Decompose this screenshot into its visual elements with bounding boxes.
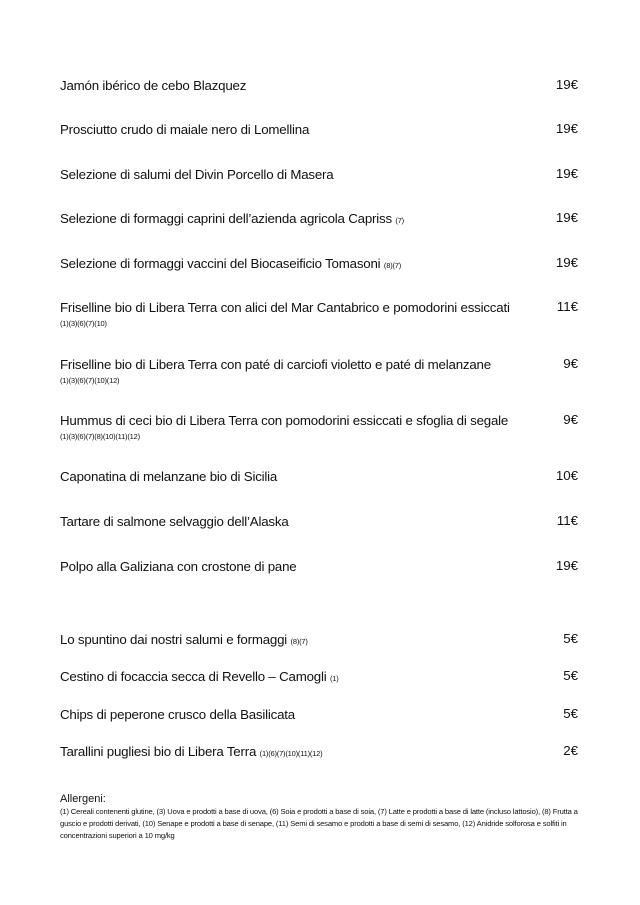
menu-item [60, 255, 578, 273]
item-price: 19€ [555, 121, 578, 136]
menu-item [60, 166, 578, 184]
menu-item [60, 77, 578, 95]
item-name [60, 357, 491, 372]
menu-item [60, 513, 578, 531]
item-name-text: Hummus di ceci bio di Libera Terra con pomodorini essiccati e sfoglia di segale [60, 413, 509, 428]
item-allergens: (1)(3)(6)(7)(10)(12) [60, 376, 120, 385]
item-name [60, 669, 339, 684]
item-name [60, 256, 401, 271]
menu-item [60, 668, 578, 686]
item-name-text: Polpo alla Galiziana con crostone di pane [60, 559, 297, 574]
item-price: 11€ [556, 513, 578, 528]
item-allergens: (8)(7) [290, 637, 308, 646]
item-name-text: Selezione di formaggi caprini dell’azienda agricola Capriss [60, 211, 392, 226]
allergens-legend [60, 793, 580, 842]
menu-item [60, 631, 578, 649]
item-name-text: Friselline bio di Libera Terra con alici del Mar Cantabrico e pomodorini essiccati [60, 300, 510, 315]
item-price: 11€ [556, 299, 578, 314]
item-name [60, 632, 308, 647]
item-name [60, 707, 295, 722]
menu-item [60, 706, 578, 724]
item-price: 19€ [555, 558, 578, 573]
item-name [60, 78, 246, 93]
item-price: 19€ [555, 255, 578, 270]
item-allergens: (1)(6)(7)(10)(11)(12) [259, 749, 323, 758]
item-name [60, 469, 277, 484]
menu-item [60, 558, 578, 576]
menu-item [60, 412, 578, 441]
item-price: 5€ [563, 631, 578, 646]
menu-item [60, 210, 578, 228]
item-name [60, 744, 322, 759]
allergens-title: Allergeni: [60, 793, 106, 805]
item-name-text: Tartare di salmone selvaggio dell’Alaska [60, 514, 289, 529]
item-price: 19€ [555, 210, 578, 225]
item-name-text: Tarallini pugliesi bio di Libera Terra [60, 744, 257, 759]
item-price: 10€ [555, 468, 578, 483]
item-price: 19€ [555, 166, 578, 181]
item-name-text: Cestino di focaccia secca di Revello – Camogli [60, 669, 327, 684]
item-name [60, 514, 289, 529]
item-name-text: Selezione di formaggi vaccini del Biocaseificio Tomasoni [60, 256, 381, 271]
item-price: 9€ [563, 356, 578, 371]
item-name-text: Caponatina di melanzane bio di Sicilia [60, 469, 278, 484]
item-name-text: Jamón ibérico de cebo Blazquez [60, 78, 247, 93]
item-name-text: Prosciutto crudo di maiale nero di Lomellina [60, 122, 310, 137]
item-name [60, 167, 333, 182]
item-price: 5€ [563, 706, 578, 721]
item-price: 9€ [563, 412, 578, 427]
item-name-text: Lo spuntino dai nostri salumi e formaggi [60, 632, 288, 647]
item-name [60, 300, 510, 315]
item-allergens: (1)(3)(6)(7)(8)(10)(11)(12) [60, 432, 140, 441]
menu-item [60, 299, 578, 328]
item-price: 5€ [563, 668, 578, 683]
item-allergens: (7) [395, 216, 404, 225]
menu-item [60, 743, 578, 761]
item-name [60, 211, 404, 226]
item-name [60, 122, 309, 137]
menu-item [60, 121, 578, 139]
allergens-text: (1) Cereali contenenti glutine, (3) Uova e prodotti a base di uova, (6) Soia e prodotti a base di soia, (7) Latte e prodotti a base di latte (incluso lattosio), (8) Frutta a guscio e prodotti derivati, (10) Senape e prodotti a base di senape, (11) Semi di sesamo e prodotti a base di semi di sesamo, (12) Anidride solforosa e solfiti in concentrazioni superiori a 10 mg/kg [60, 807, 578, 840]
item-allergens: (1)(3)(6)(7)(10) [60, 319, 107, 328]
item-name-text: Selezione di salumi del Divin Porcello di Masera [60, 167, 334, 182]
item-name-text: Friselline bio di Libera Terra con paté di carciofi violetto e paté di melanzane [60, 357, 491, 372]
menu-item [60, 468, 578, 486]
item-price: 2€ [563, 743, 578, 758]
item-name [60, 559, 296, 574]
menu-item [60, 356, 578, 385]
item-name-text: Chips di peperone crusco della Basilicata [60, 707, 295, 722]
item-price: 19€ [555, 77, 578, 92]
item-allergens: (1) [329, 674, 339, 683]
item-allergens: (8)(7) [383, 261, 402, 270]
item-name [60, 413, 508, 428]
